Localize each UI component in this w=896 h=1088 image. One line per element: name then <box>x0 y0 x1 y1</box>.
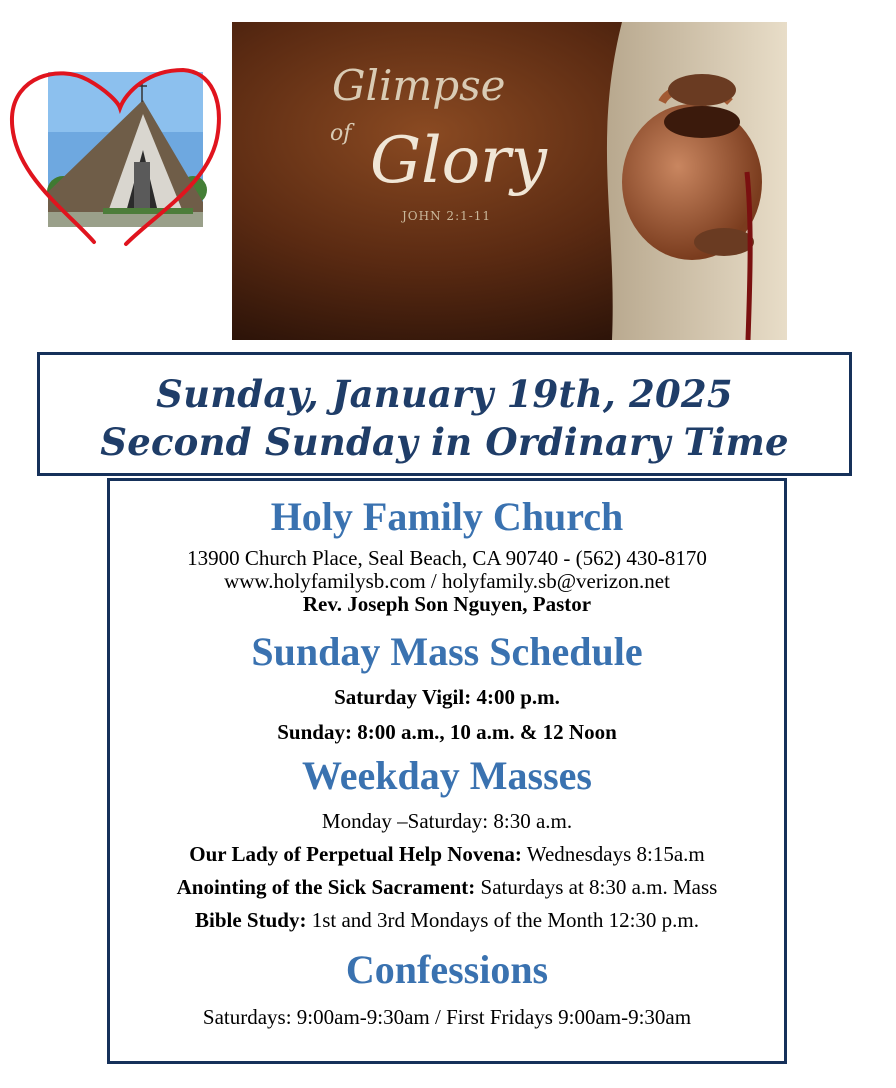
church-web-email[interactable]: www.holyfamilysb.com / holyfamily.sb@verizon.net <box>224 569 670 593</box>
church-image <box>8 62 224 248</box>
banner-scripture: JOHN 2:1-11 <box>402 209 492 223</box>
church-address: 13900 Church Place, Seal Beach, CA 90740 - (562) 430-8170 <box>187 546 707 570</box>
bible-study-line <box>110 909 784 932</box>
anointing-label: Anointing of the Sick Sacrament: <box>176 875 476 899</box>
church-name: Holy Family Church <box>270 494 624 539</box>
confession-times: Saturdays: 9:00am-9:30am / First Fridays 9:00am-9:30am <box>202 1005 692 1029</box>
confessions-heading: Confessions <box>345 947 549 992</box>
novena-line <box>110 843 784 866</box>
bible-study-value: 1st and 3rd Mondays of the Month 12:30 p.m. <box>306 908 699 932</box>
anointing-value: Saturdays at 8:30 a.m. Mass <box>475 875 718 899</box>
church-info-box <box>107 478 787 1064</box>
banner-title-of: of <box>330 121 352 146</box>
pastor-name: Rev. Joseph Son Nguyen, Pastor <box>302 592 592 616</box>
date-box <box>37 352 852 476</box>
liturgical-day: Second Sunday in Ordinary Time <box>100 420 789 464</box>
banner-title-glory: Glory <box>370 124 547 198</box>
novena-value: Wednesdays 8:15a.m <box>521 842 705 866</box>
sunday-date: Sunday, January 19th, 2025 <box>156 372 733 416</box>
anointing-line <box>110 876 784 899</box>
banner-title-glimpse: Glimpse <box>332 61 506 110</box>
bible-study-label: Bible Study: <box>194 908 307 932</box>
monday-saturday-mass: Monday –Saturday: 8:30 a.m. <box>321 809 573 833</box>
weekday-masses-heading: Weekday Masses <box>302 753 592 798</box>
glimpse-of-glory-banner <box>232 22 787 340</box>
novena-label: Our Lady of Perpetual Help Novena: <box>189 842 522 866</box>
sunday-masses: Sunday: 8:00 a.m., 10 a.m. & 12 Noon <box>277 720 617 744</box>
church-photo-heart <box>8 62 224 248</box>
sunday-mass-heading: Sunday Mass Schedule <box>251 629 643 674</box>
saturday-vigil: Saturday Vigil: 4:00 p.m. <box>334 685 560 709</box>
